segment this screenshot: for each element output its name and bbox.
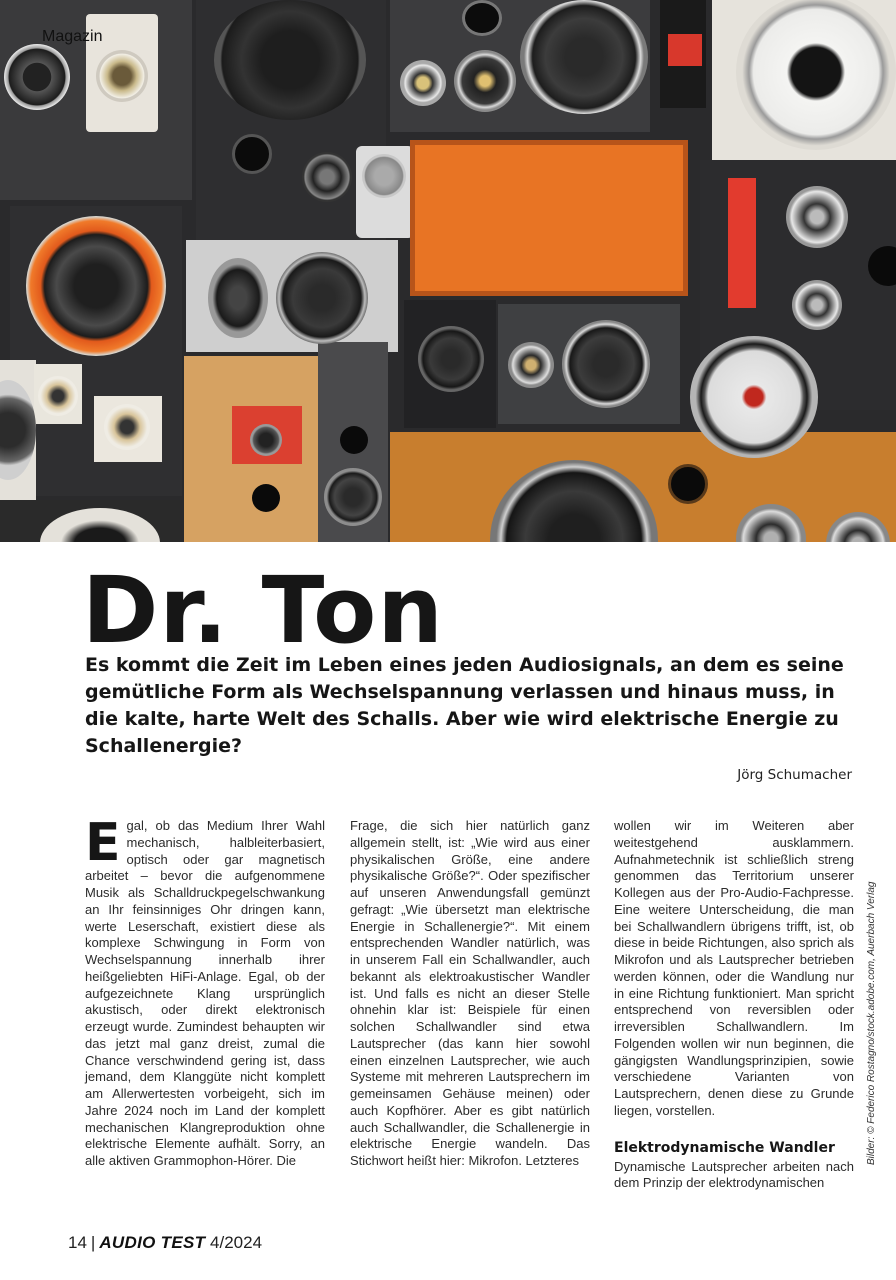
red-badge (668, 34, 702, 66)
speaker-tweeter (508, 342, 554, 388)
body-text: Frage, die sich hier natürlich ganz allgemein stellt, ist: „Wie wird aus einer physikalischen Größe, eine andere physikalische Größe?“. Oder spezifischer auf unseren Anwendungsfall gemünzt gefragt: „Wie übersetzt man elektrische Energie in Schallenergie?“. Mit einem entsprechenden Wandler natürlich, was in unserem Fall ein Schallwandler, auch bekannt als elektroakustischer Wandler ist. Und falls es nicht an dieser Stelle ohnehin klar ist: Beispiele für einen solchen Schallwandler sind etwa Lautsprecher (das kann hier sowohl einen einzelnen Lautsprecher, wie auch Systeme mit mehreren Lautsprechern im gemeinsamen Gehäuse meinen) oder auch Kopfhörer. Aber es gibt natürlich auch Schallwandler, die Schallenergie in elektrische Energie wandeln. Das Stichwort heißt hier: Mikrofon. Letzteres (350, 818, 590, 1168)
port-hole (340, 426, 368, 454)
speaker-woofer (690, 336, 818, 458)
speaker-tweeter (792, 280, 842, 330)
speaker-tweeter (104, 404, 150, 450)
port-hole (232, 134, 272, 174)
footer-separator: | (90, 1233, 96, 1252)
section-label: Magazin (42, 28, 103, 45)
body-column-2 (350, 818, 590, 1170)
issue-number: 4/2024 (210, 1233, 263, 1252)
body-text: Dynamische Lautsprecher arbeiten nach dem Prinzip der elektrodynamischen (614, 1158, 854, 1191)
speaker-orange-woofer (26, 216, 166, 356)
speaker-tweeter (400, 60, 446, 106)
page-footer (68, 1233, 262, 1253)
port-hole (462, 0, 502, 36)
article-title: Dr. Ton (82, 557, 444, 664)
speaker-tweeter (786, 186, 848, 248)
body-text: gal, ob das Medium Ihrer Wahl mechanisch, halbleiterbasiert, optisch oder gar magnetisch arbeitet – bevor die aufgenommene Musik als Schalldruckpegelschwankung an Ihr feinsinniges Ohr dringen kann, werte Leserschaft, existiert diese als komplexe Schwingung in Form von Wechselspannung innerhalb ihrer heißgeliebten HiFi-Anlage. Egal, ob der aufgezeichnete Klang ursprünglich akustisch, oder direkt elektronisch erzeugt wurde. Zumindest behaupten wir das jetzt mal ganz dreist, zumal die Chance verschwindend gering ist, dass jemand, dem Klanggüte nicht komplett am Allerwertesten vorbeigeht, sich im Jahre 2024 noch im Land der komplett mechanischen Klangreproduktion ohne elektrische Elemente aufhält. Sorry, an alle aktiven Grammophon-Hörer. Die (85, 818, 325, 1168)
speaker-driver (208, 258, 268, 338)
hero-image (0, 0, 896, 542)
article-lead: Es kommt die Zeit im Leben eines jeden Audiosignals, an dem es seine gemütliche Form als Wechselspannung verlassen und hinaus muss, in die kalte, harte Welt des Schalls. Aber wie wird elektrische Energie zu Schallenergie? (85, 654, 844, 757)
speaker-midrange (418, 326, 484, 392)
port-hole (252, 484, 280, 512)
subheading: Elektrodynamische Wandler (614, 1139, 835, 1156)
body-text: wollen wir im Weiteren aber weitestgehend ausklammern. Aufnahmetechnik ist schließlich streng genommen das Territorium unserer Kollegen aus der Pro-Audio-Fachpresse. Eine weitere Unterscheidung, die man bei Schallwandlern übrigens trifft, ist, ob diese in beide Richtungen, also sprich als Mikrofon und als Lautsprecher betrieben werden können, oder die Wandlung nur in eine Richtung funktioniert. Man spricht entsprechend von reversiblen oder irreversiblen Schallwandlern. Im Folgenden wollen wir nun beginnen, die gängigsten Wandlungsprinzipien, sowie verschiedene Varianten von Lautsprechern, denen diese zu Grunde liegen, vorstellen. (614, 818, 854, 1118)
body-column-1 (85, 813, 325, 1170)
port-hole (668, 464, 708, 504)
page-number: 14 (68, 1233, 87, 1252)
speaker-midrange (562, 320, 650, 408)
speaker-woofer (736, 0, 896, 150)
speaker-midrange (324, 468, 382, 526)
orange-grille (410, 140, 688, 296)
drop-cap: E (85, 813, 121, 873)
speaker-woofer (214, 0, 366, 120)
body-column-3 (614, 818, 854, 1192)
speaker-woofer (520, 0, 648, 114)
speaker-woofer (276, 252, 368, 344)
speaker-tweeter (38, 376, 78, 416)
speaker-driver (250, 424, 282, 456)
article-author: Jörg Schumacher (737, 767, 852, 783)
speaker-midrange (454, 50, 516, 112)
speaker-grille (362, 154, 406, 198)
speaker-driver (96, 50, 148, 102)
speaker-tweeter (302, 152, 352, 202)
image-credit: Bilder: © Federico Rostagno/stock.adobe.com, Auerbach Verlag (866, 881, 877, 1165)
speaker-driver (4, 44, 70, 110)
red-strip (728, 178, 756, 308)
magazine-name: AUDIO TEST (99, 1233, 206, 1252)
